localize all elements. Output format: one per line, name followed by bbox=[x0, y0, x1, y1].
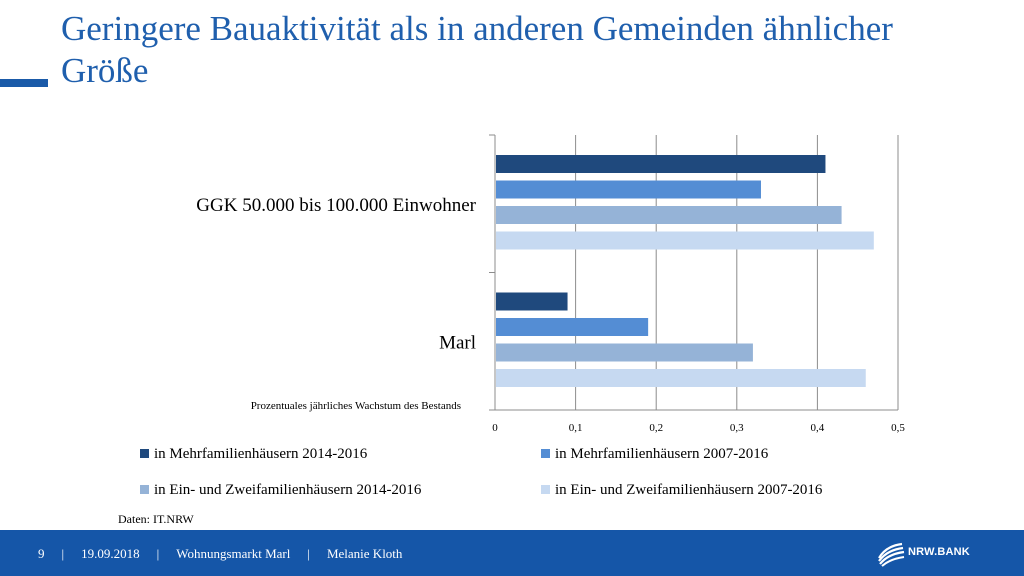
legend-swatch bbox=[140, 485, 149, 494]
page-number: 9 bbox=[38, 546, 45, 561]
x-tick-label: 0,2 bbox=[649, 422, 664, 434]
nrw-bank-logo bbox=[876, 538, 1016, 568]
footer-separator: | bbox=[156, 546, 160, 561]
footer-topic: Wohnungsmarkt Marl bbox=[176, 546, 291, 561]
bar bbox=[496, 293, 568, 311]
bar bbox=[496, 232, 874, 250]
bar bbox=[496, 181, 761, 199]
bar bbox=[496, 318, 648, 336]
bar bbox=[496, 369, 866, 387]
legend-swatch bbox=[140, 449, 149, 458]
legend-label: in Ein- und Zweifamilienhäusern 2007-2016 bbox=[555, 482, 823, 498]
x-axis-label: Prozentuales jährliches Wachstum des Bestands bbox=[250, 400, 461, 412]
x-tick-label: 0,4 bbox=[810, 422, 825, 434]
footer-separator: | bbox=[307, 546, 310, 561]
legend-swatch bbox=[541, 449, 550, 458]
wave-logo-icon bbox=[876, 538, 906, 568]
x-tick-label: 0,1 bbox=[568, 422, 583, 434]
footer-author: Melanie Kloth bbox=[326, 546, 403, 561]
bar bbox=[496, 155, 825, 173]
legend-swatch bbox=[541, 485, 550, 494]
footer-date: 19.09.2018 bbox=[81, 546, 140, 561]
category-label: GGK 50.000 bis 100.000 Einwohner bbox=[196, 194, 476, 216]
footer-separator: | bbox=[61, 546, 65, 561]
x-tick-label: 0,5 bbox=[891, 422, 905, 434]
source-note: Daten: IT.NRW bbox=[118, 512, 194, 526]
legend-label: in Ein- und Zweifamilienhäusern 2014-2016 bbox=[154, 482, 422, 498]
legend-label: in Mehrfamilienhäusern 2007-2016 bbox=[555, 446, 769, 462]
bar bbox=[496, 206, 842, 224]
footer-bar bbox=[0, 530, 1024, 576]
bar bbox=[496, 344, 753, 362]
x-tick-label: 0 bbox=[492, 422, 498, 434]
legend-label: in Mehrfamilienhäusern 2014-2016 bbox=[154, 446, 368, 462]
page-title: Geringere Bauaktivität als in anderen Gemeinden ähnlicher Größe bbox=[61, 9, 893, 90]
x-tick-label: 0,3 bbox=[729, 422, 744, 434]
logo-text: NRW.BANK bbox=[908, 546, 970, 558]
footer-info bbox=[38, 546, 402, 562]
category-label: Marl bbox=[439, 332, 476, 354]
